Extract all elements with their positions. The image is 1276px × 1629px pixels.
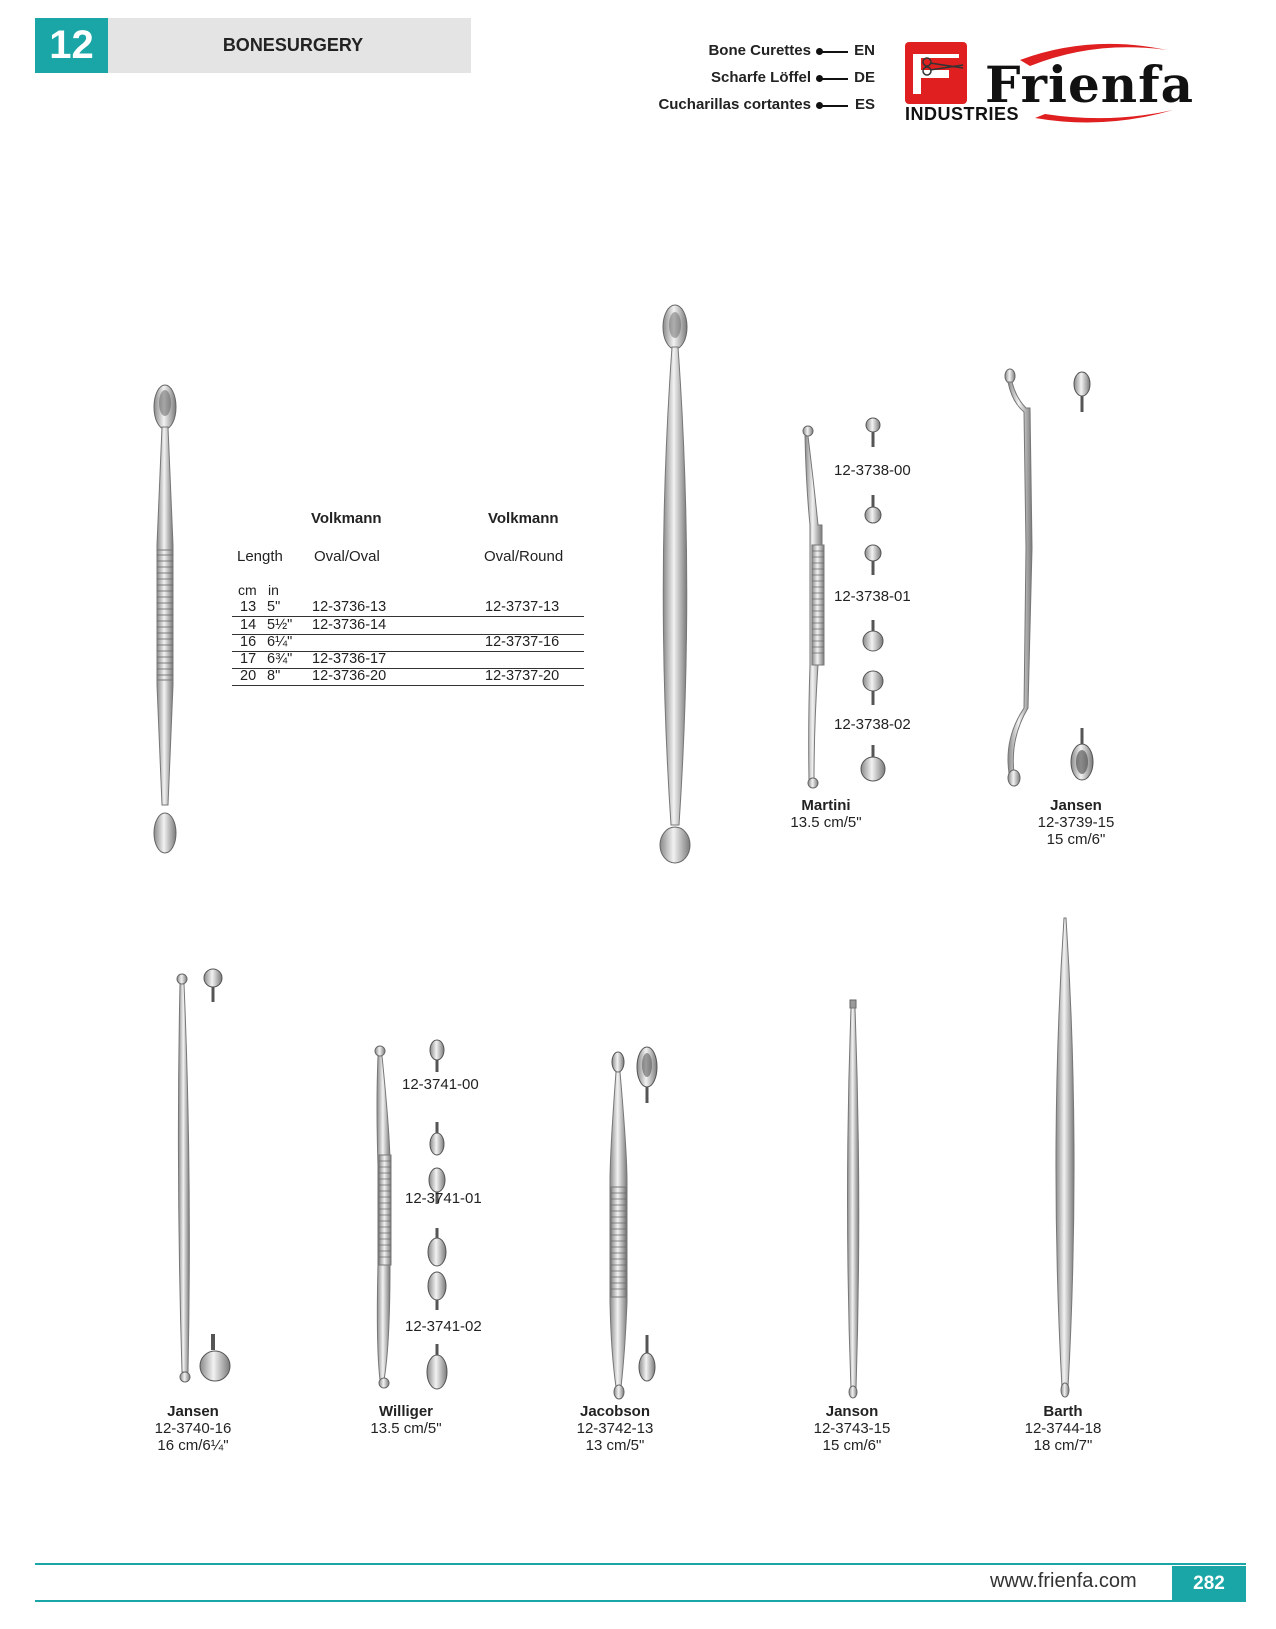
williger-curette-image <box>370 1045 410 1395</box>
jacobson-tip-details-image <box>635 1045 665 1390</box>
jansen1-caption <box>996 797 1156 848</box>
barth-caption <box>983 1403 1143 1454</box>
product-name: Jansen <box>1050 797 1102 814</box>
product-size: 15 cm/6" <box>1046 831 1106 848</box>
lang-code: DE <box>854 69 875 86</box>
martini-code-0: 12-3738-00 <box>834 462 911 479</box>
product-size: 15 cm/6" <box>822 1437 882 1454</box>
table-row <box>232 599 584 617</box>
product-size: 13 cm/5" <box>585 1437 645 1454</box>
cell-in: 6¾" <box>267 651 293 667</box>
table-row <box>232 617 584 635</box>
product-name: Janson <box>825 1403 879 1420</box>
product-name: Barth <box>1043 1403 1083 1420</box>
connector-line <box>822 78 848 80</box>
table-unit-cm: cm <box>238 582 257 598</box>
lang-name: Bone Curettes <box>708 42 811 59</box>
jansen-curette-image <box>1002 368 1052 788</box>
cell-oval-oval: 12-3736-17 <box>312 651 387 667</box>
logo-subtitle: INDUSTRIES <box>905 104 1020 124</box>
martini-code-2: 12-3738-02 <box>834 716 911 733</box>
product-size: 13.5 cm/5" <box>370 1420 442 1437</box>
footer-rule-bottom <box>35 1600 1246 1602</box>
lang-name: Scharfe Löffel <box>710 69 811 86</box>
lang-code: EN <box>854 42 875 59</box>
table-length-label: Length <box>237 548 283 565</box>
lang-code: ES <box>854 96 875 113</box>
footer-rule-top <box>35 1563 1246 1565</box>
logo-wordmark: Frienfa <box>985 55 1195 114</box>
product-code: 12-3740-16 <box>154 1420 232 1437</box>
williger-code-2: 12-3741-02 <box>405 1318 482 1335</box>
cell-oval-oval: 12-3736-13 <box>312 599 387 615</box>
product-code: 12-3742-13 <box>576 1420 654 1437</box>
lang-row-es <box>600 96 875 118</box>
table-row <box>232 651 584 669</box>
jacobson-curette-image <box>605 1052 635 1402</box>
janson-curette-image <box>840 1000 870 1400</box>
product-code: 12-3739-15 <box>1037 814 1115 831</box>
williger-code-1: 12-3741-01 <box>405 1190 482 1207</box>
cell-cm: 20 <box>240 668 257 684</box>
volkmann-curette-large-image <box>645 305 705 875</box>
cell-oval-oval: 12-3736-14 <box>312 617 387 633</box>
cell-in: 8" <box>267 668 281 684</box>
cell-in: 5½" <box>267 617 293 633</box>
martini-caption <box>746 797 906 831</box>
product-size: 18 cm/7" <box>1033 1437 1093 1454</box>
cell-oval-round: 12-3737-13 <box>485 599 560 615</box>
table-col2-name: Volkmann <box>488 510 559 527</box>
product-name: Williger <box>378 1403 434 1420</box>
product-name: Jansen <box>167 1403 219 1420</box>
cell-in: 5" <box>267 599 281 615</box>
cell-cm: 17 <box>240 651 257 667</box>
product-name: Martini <box>801 797 851 814</box>
cell-oval-oval: 12-3736-20 <box>312 668 387 684</box>
table-col2-sub: Oval/Round <box>484 548 564 565</box>
jansen2-tip-details-image <box>200 968 240 1388</box>
jansen2-curette-image <box>170 972 200 1392</box>
chapter-title: BONESURGERY <box>222 35 364 55</box>
connector-line <box>822 51 848 53</box>
product-size: 16 cm/6¼" <box>157 1437 229 1454</box>
lang-row-en <box>600 42 875 64</box>
cell-in: 6¼" <box>267 634 293 650</box>
cell-oval-round: 12-3737-20 <box>485 668 560 684</box>
cell-cm: 13 <box>240 599 257 615</box>
product-size: 13.5 cm/5" <box>790 814 862 831</box>
product-code: 12-3743-15 <box>813 1420 891 1437</box>
cell-cm: 14 <box>240 617 257 633</box>
product-code: 12-3744-18 <box>1024 1420 1102 1437</box>
martini-curette-image <box>800 425 840 790</box>
lang-name: Cucharillas cortantes <box>658 96 811 113</box>
table-row <box>232 668 584 686</box>
volkmann-curette-image <box>140 385 190 865</box>
table-col1-sub: Oval/Oval <box>314 548 380 565</box>
jansen-tip-details-image <box>1070 368 1100 788</box>
janson-caption <box>772 1403 932 1454</box>
barth-curette-image <box>1045 918 1085 1400</box>
cell-cm: 16 <box>240 634 257 650</box>
table-row <box>232 634 584 652</box>
connector-line <box>822 105 848 107</box>
table-col1-name: Volkmann <box>311 510 382 527</box>
language-legend <box>600 40 875 120</box>
williger-caption <box>326 1403 486 1437</box>
chapter-number: 12 <box>35 18 108 73</box>
cell-oval-round: 12-3737-16 <box>485 634 560 650</box>
jacobson-caption <box>535 1403 695 1454</box>
table-unit-in: in <box>268 582 279 598</box>
product-name: Jacobson <box>579 1403 651 1420</box>
footer-website: www.frienfa.com <box>990 1570 1137 1592</box>
lang-row-de <box>600 69 875 91</box>
page-number: 282 <box>1172 1566 1246 1602</box>
jansen2-caption <box>113 1403 273 1454</box>
williger-code-0: 12-3741-00 <box>402 1076 479 1093</box>
martini-code-1: 12-3738-01 <box>834 588 911 605</box>
